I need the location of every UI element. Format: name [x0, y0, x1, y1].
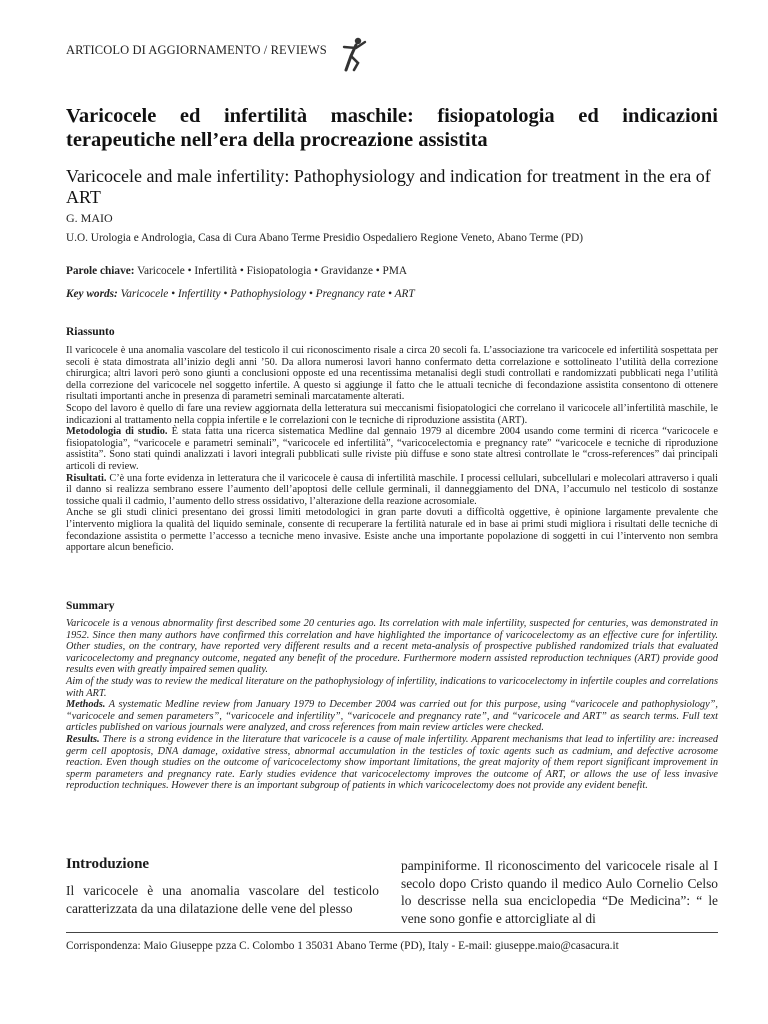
- summary-methods-label: Methods.: [66, 699, 106, 711]
- summary-methods-text: A systematic Medline review from January 1979 to December 2004 was carried out for this purpose, using “varicocele and pathophysiology”, “varicocele and semen parameters”, “varicocele and infertility”, “varicocele and pregnancy rate”, and “varicocele and ART” as search terms. Full text articles published on various journals were analyzed, and cross references from main review articles were checked.: [66, 699, 718, 734]
- keywords-terms-it: Varicocele • Infertilità • Fisiopatologia • Gravidanze • PMA: [134, 265, 408, 277]
- summary-heading: Summary: [66, 600, 115, 612]
- title-english: Varicocele and male infertility: Pathophysiology and indication for treatment in the era of ART: [66, 166, 711, 207]
- section-header: ARTICOLO DI AGGIORNAMENTO / REVIEWS: [66, 43, 327, 57]
- keywords-label-it: Parole chiave:: [66, 265, 135, 277]
- keywords-english: [66, 288, 415, 300]
- intro-heading: Introduzione: [66, 856, 150, 872]
- summary-results-text: There is a strong evidence in the literature that varicocele is a cause of male infertility. Apparent mechanisms that lead to infertility are: increased germ cell apoptosis, DNA damage, oxidative stress, abnormal accumulation in the testicles of toxic agents such as cadmium, and defective acrosome reaction. Even though studies on the outcome of varicocelectomy show important limitations, the great majority of them report significant improvement in sperm parameters and pregnancy rate. Early studies evidence that varicocelectomy improves the outcome of ART, or allows the use of less invasive reproduction techniques. However there is an important subgroup of patients in which varicocelectomy does not provide any evident benefit.: [66, 733, 718, 792]
- footer-divider: [66, 932, 718, 933]
- riassunto-paragraph: [66, 426, 718, 472]
- correspondence-footer: Corrispondenza: Maio Giuseppe pzza C. Colombo 1 35031 Abano Terme (PD), Italy - E-mail: giuseppe.maio@casacura.it: [66, 940, 619, 952]
- keywords-label-en: Key words:: [66, 288, 118, 300]
- article-page: [66, 0, 718, 1024]
- summary-paragraph: [66, 699, 718, 734]
- riassunto-heading: Riassunto: [66, 326, 115, 338]
- running-figure-icon: [338, 36, 368, 72]
- riassunto-results-label: Risultati.: [66, 472, 107, 484]
- riassunto-results-text: C’è una forte evidenza in letteratura che il varicocele è causa di infertilità maschile. I processi cellulari, subcellulari e molecolari attraverso i quali il danno si realizza sembrano essere l’aumento dell’apoptosi delle cellule germinali, il danneggiamento del DNA, l’accumulo nel testicolo di sostanze tossiche quali il cadmio, l’aumento dello stress ossidativo, l’alterazione della reazione acrosomiale.: [66, 472, 718, 507]
- intro-right-column: pampiniforme. Il riconoscimento del varicocele risale al I secolo dopo Cristo quando il medico Aulo Cornelio Celso lo descrisse nella sua enciclopedia “De Medicina”: “ le vene sono gonfie e attorcigliate al di: [401, 858, 718, 926]
- summary-paragraph: [66, 734, 718, 792]
- intro-left-column: Il varicocele è una anomalia vascolare del testicolo caratterizzata da una dilatazione delle vene del plesso: [66, 883, 379, 916]
- keywords-italian: [66, 265, 407, 277]
- riassunto-paragraph: Il varicocele è una anomalia vascolare del testicolo il cui riconoscimento risale a circa 20 secoli fa. L’associazione tra varicocele ed infertilità sospettata per secoli è stata dimostrata all’inizio degli anni ’50. Da allora numerosi lavori hanno confermato detta correlazione e sottolineato l’utilità della correzione chirurgica; altri lavori però sono giunti a conclusioni opposte ed una recentissima metanalisi degli studi controllati e randomizzati pubblicati nega l’utilità della correzione del varicocele nel soggetto infertile. A questo si aggiunge il fatto che le attuali tecniche di fecondazione assistita consentono di ottenere risultati importanti anche in presenza di parametri seminali marcatamente alterati.: [66, 345, 718, 403]
- title-italian: Varicocele ed infertilità maschile: fisiopatologia ed indicazioni terapeutiche nell’era della procreazione assistita: [66, 105, 718, 151]
- summary-results-label: Results.: [66, 733, 100, 745]
- riassunto-methods-label: Metodologia di studio.: [66, 426, 168, 438]
- keywords-terms-en: Varicocele • Infertility • Pathophysiology • Pregnancy rate • ART: [117, 288, 415, 300]
- summary-paragraph: Aim of the study was to review the medical literature on the pathophysiology of infertility, indications to varicocelectomy in infertile couples and correlations with ART.: [66, 675, 718, 699]
- riassunto-body: [66, 345, 718, 554]
- riassunto-paragraph: Scopo del lavoro è quello di fare una review aggiornata della letteratura sui meccanismi fisiopatologici che correlano il varicocele all’infertilità maschile, le indicazioni al trattamento nella coppia infertile e le correlazioni con le tecniche di riproduzione assistita (ART).: [66, 402, 718, 426]
- riassunto-methods-text: È stata fatta una ricerca sistematica Medline dal gennaio 1979 al dicembre 2004 usando come termini di ricerca “varicocele e fisiopatologia”, “varicocele e parametri seminali”, “varicocele ed infertilità”, “varicocelectomia e pregnancy rate” “varicocele e tecniche di riproduzione assistita”. Sono stati quindi analizzati i lavori integrali pubblicati sulle riviste più diffuse e sono state altresì controllate le “cross-references” dai principali articoli di review.: [66, 426, 718, 472]
- summary-body: [66, 618, 718, 792]
- summary-paragraph: Varicocele is a venous abnormality first described some 20 centuries ago. Its correlation with male infertility, suspected for centuries, was demonstrated in 1952. Since then many authors have confirmed this correlation and have highlighted the importance of varicocelectomy as an effective cure for infertility. Other studies, on the contrary, have reported very different results and a recent meta-analysis of prospective published randomized trials that evaluated varicocelectomy and pregnancy outcome, negated any benefit of the procedure. Furthermore modern assisted reproduction techniques (ART) provide good results even with greatly impaired semen quality.: [66, 618, 718, 676]
- riassunto-paragraph: [66, 473, 718, 508]
- riassunto-paragraph: Anche se gli studi clinici presentano dei grossi limiti metodologici in gran parte dovuti a difficoltà oggettive, è opinione largamente prevalente che l’intervento migliora la qualità del liquido seminale, consente di recuperare la fertilità naturale ed in base ai primi studi migliora i risultati delle tecniche di fecondazione assistita o permette l’accesso a tecniche meno invasive. Esiste anche una importante popolazione di soggetti in cui l’intervento non sembra apportare alcun beneficio.: [66, 507, 718, 554]
- author: G. MAIO: [66, 211, 113, 225]
- affiliation: U.O. Urologia e Andrologia, Casa di Cura Abano Terme Presidio Ospedaliero Regione Veneto, Abano Terme (PD): [66, 232, 584, 244]
